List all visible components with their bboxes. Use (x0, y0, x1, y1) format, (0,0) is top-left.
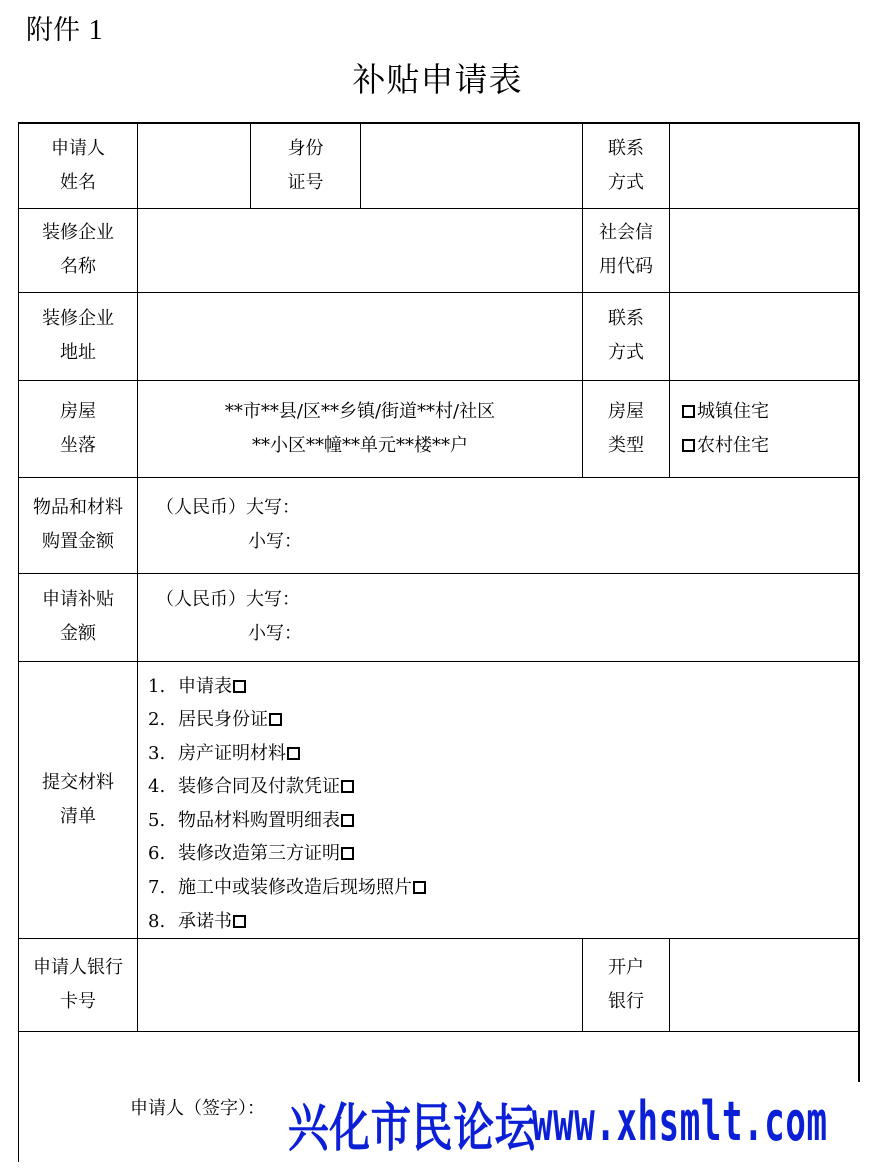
checkbox-icon[interactable] (233, 680, 246, 693)
watermark-chinese-text: 兴化市民论坛 (288, 1098, 537, 1159)
material-item-text: 装修改造第三方证明 (178, 843, 340, 865)
material-item-text: 承诺书 (178, 910, 232, 932)
bank-card-label: 申请人银行 卡号 (19, 939, 138, 1032)
bank-row (19, 939, 859, 1032)
material-item-number: 6. (148, 843, 166, 865)
urban-house-option[interactable]: 城镇住宅 (682, 395, 858, 429)
checkbox-icon[interactable] (341, 814, 354, 827)
bank-card-field[interactable] (138, 939, 583, 1032)
purchase-amount-label: 物品和材料 购置金额 (19, 477, 138, 573)
rural-house-option[interactable]: 农村住宅 (682, 429, 858, 463)
checkbox-icon[interactable] (269, 713, 282, 726)
materials-list-label: 提交材料 清单 (19, 661, 138, 939)
house-location-label: 房屋 坐落 (19, 380, 138, 477)
watermark-url-text: www.xhsmlt.com (532, 1090, 828, 1153)
material-item (148, 905, 858, 939)
purchase-amount-field[interactable] (138, 477, 859, 573)
credit-code-field[interactable] (670, 208, 859, 292)
checkbox-icon[interactable] (682, 439, 695, 452)
amount-in-figures-label: 小写： (248, 623, 302, 644)
material-item-text: 申请表 (178, 675, 232, 697)
material-item-number: 7. (148, 877, 166, 899)
checkbox-icon[interactable] (413, 881, 426, 894)
applicant-row (19, 123, 859, 208)
company-name-label: 装修企业 名称 (19, 208, 138, 292)
materials-row (19, 661, 859, 939)
checkbox-icon[interactable] (682, 405, 695, 418)
material-item (148, 770, 858, 804)
subsidy-amount-row (19, 573, 859, 661)
material-item-number: 2. (148, 709, 166, 731)
material-item-number: 3. (148, 742, 166, 764)
checkbox-icon[interactable] (233, 915, 246, 928)
material-item-text: 物品材料购置明细表 (178, 809, 340, 831)
id-number-field[interactable] (361, 123, 583, 208)
company-name-field[interactable] (138, 208, 583, 292)
house-row (19, 380, 859, 477)
house-type-label: 房屋 类型 (583, 380, 670, 477)
applicant-contact-label: 联系 方式 (583, 123, 670, 208)
house-location-field[interactable]: **市**县/区**乡镇/街道**村/社区 **小区**幢**单元**楼**户 (138, 380, 583, 477)
checkbox-icon[interactable] (341, 847, 354, 860)
company-row (19, 208, 859, 292)
company-address-label: 装修企业 地址 (19, 292, 138, 380)
opening-bank-label: 开户 银行 (583, 939, 670, 1032)
material-item-text: 居民身份证 (178, 709, 268, 731)
material-item-number: 8. (148, 910, 166, 932)
material-item (148, 837, 858, 871)
checkbox-icon[interactable] (287, 747, 300, 760)
material-item (148, 703, 858, 737)
subsidy-amount-field[interactable] (138, 573, 859, 661)
applicant-contact-field[interactable] (670, 123, 859, 208)
material-item (148, 871, 858, 905)
company-contact-field[interactable] (670, 292, 859, 380)
company-address-field[interactable] (138, 292, 583, 380)
material-item-number: 4. (148, 776, 166, 798)
purchase-amount-row (19, 477, 859, 573)
id-number-label: 身份 证号 (251, 123, 361, 208)
material-item-text: 房产证明材料 (178, 742, 286, 764)
amount-in-words-label: （人民币）大写： (156, 497, 300, 518)
material-item (148, 737, 858, 771)
material-item (148, 670, 858, 704)
amount-in-figures-label: 小写： (248, 531, 302, 552)
house-type-options (670, 380, 859, 477)
material-item-number: 5. (148, 809, 166, 831)
form-title: 补贴申请表 (352, 60, 523, 99)
subsidy-amount-label: 申请补贴 金额 (19, 573, 138, 661)
applicant-name-field[interactable] (138, 123, 251, 208)
amount-in-words-label: （人民币）大写： (156, 589, 300, 610)
material-item (148, 804, 858, 838)
applicant-name-label: 申请人 姓名 (19, 123, 138, 208)
material-item-text: 施工中或装修改造后现场照片 (178, 877, 412, 899)
attachment-label: 附件 1 (26, 15, 103, 46)
company-address-row (19, 292, 859, 380)
company-contact-label: 联系 方式 (583, 292, 670, 380)
forum-watermark (270, 1082, 875, 1169)
applicant-signature-label: 申请人（签字）： (130, 1098, 265, 1119)
material-item-number: 1. (148, 675, 166, 697)
material-item-text: 装修合同及付款凭证 (178, 776, 340, 798)
checkbox-icon[interactable] (341, 780, 354, 793)
opening-bank-field[interactable] (670, 939, 859, 1032)
subsidy-application-form (18, 122, 860, 1162)
materials-checklist (138, 661, 859, 939)
credit-code-label: 社会信 用代码 (583, 208, 670, 292)
